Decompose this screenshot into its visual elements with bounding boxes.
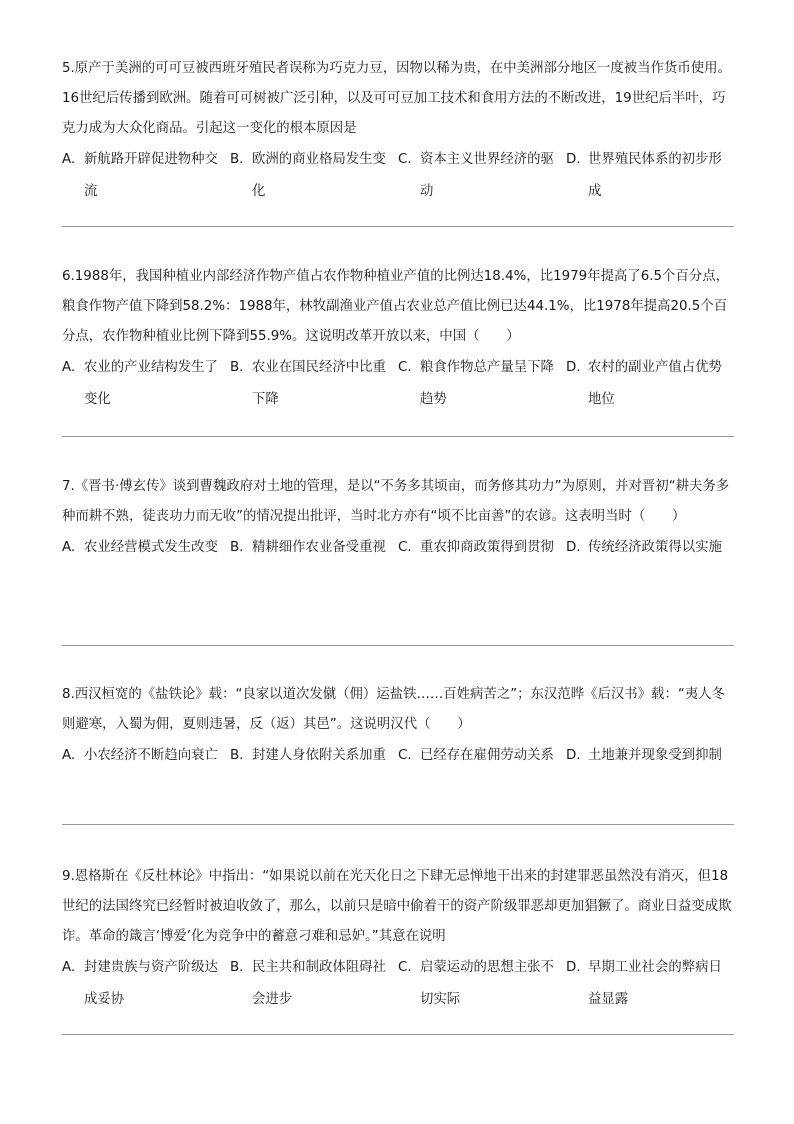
option-text: 农业在国民经济中比重下降 — [252, 360, 386, 407]
option-text: 土地兼并现象受到抑制 — [588, 748, 722, 763]
option-letter: B. — [230, 540, 244, 555]
option-letter: D. — [566, 540, 581, 555]
option-d[interactable] — [566, 352, 734, 416]
question-5 — [62, 54, 734, 208]
option-letter: A. — [62, 360, 76, 375]
option-d[interactable] — [566, 952, 734, 1016]
question-stem: 9.恩格斯在《反杜林论》中指出：“如果说以前在光天化日之下肆无忌惮地干出来的封建罪恶虽然没有消灭，但18世纪的法国终究已经暂时被迫收敛了，那么，以前只是暗中偷着干的资产阶级罪恶却更加猖獗了。商业日益变成欺诈。革命的箴言‘博爱’化为竞争中的蓄意刁难和忌妒。”其意在说明 — [62, 869, 732, 944]
option-a[interactable] — [62, 532, 230, 564]
option-text: 传统经济政策得以实施 — [588, 540, 722, 555]
option-letter: C. — [398, 960, 412, 975]
option-letter: D. — [566, 360, 581, 375]
option-text: 小农经济不断趋向衰亡 — [84, 748, 218, 763]
option-b[interactable] — [230, 532, 398, 564]
option-letter: A. — [62, 960, 76, 975]
option-text: 早期工业社会的弊病日益显露 — [588, 960, 722, 1007]
option-letter: B. — [230, 152, 244, 167]
option-text: 民主共和制政体阻碍社会进步 — [252, 960, 386, 1007]
option-text: 封建贵族与资产阶级达成妥协 — [84, 960, 218, 1007]
option-letter: D. — [566, 960, 581, 975]
option-text: 精耕细作农业备受重视 — [252, 540, 386, 555]
option-letter: D. — [566, 152, 581, 167]
option-b[interactable] — [230, 352, 398, 416]
options-row — [62, 952, 734, 1016]
option-b[interactable] — [230, 952, 398, 1016]
option-d[interactable] — [566, 532, 734, 564]
question-stem: 8.西汉桓宽的《盐铁论》载：“良家以道次发僦（佣）运盐铁……百姓病苦之”；东汉范晔《后汉书》载：“夷人冬则避寒，入蜀为佣，夏则违暑，反（返）其邑”。这说明汉代（ ） — [62, 687, 725, 732]
option-text: 资本主义世界经济的驱动 — [420, 152, 554, 199]
question-8 — [62, 680, 734, 772]
options-row — [62, 532, 734, 564]
option-text: 农业经营模式发生改变 — [84, 540, 218, 555]
option-c[interactable] — [398, 532, 566, 564]
option-text: 世界殖民体系的初步形成 — [588, 152, 722, 199]
option-c[interactable] — [398, 952, 566, 1016]
option-letter: A. — [62, 748, 76, 763]
question-7 — [62, 472, 734, 564]
divider — [62, 436, 734, 437]
divider — [62, 1034, 734, 1035]
option-letter: C. — [398, 360, 412, 375]
question-9 — [62, 862, 734, 1016]
option-text: 封建人身依附关系加重 — [252, 748, 386, 763]
option-text: 新航路开辟促进物种交流 — [84, 152, 218, 199]
option-a[interactable] — [62, 352, 230, 416]
divider — [62, 824, 734, 825]
options-row — [62, 352, 734, 416]
option-c[interactable] — [398, 740, 566, 772]
option-text: 农业的产业结构发生了变化 — [84, 360, 218, 407]
option-letter: C. — [398, 152, 412, 167]
option-d[interactable] — [566, 740, 734, 772]
option-c[interactable] — [398, 144, 566, 208]
option-text: 农村的副业产值占优势地位 — [588, 360, 722, 407]
option-letter: C. — [398, 748, 412, 763]
options-row — [62, 144, 734, 208]
option-text: 重农抑商政策得到贯彻 — [420, 540, 554, 555]
question-stem: 6.1988年，我国种植业内部经济作物产值占农作物种植业产值的比例达18.4%，比1979年提高了6.5个百分点，粮食作物产值下降到58.2%：1988年，林牧副渔业产值占农业总产值比例已达44.1%，比1978年提高20.5个百分点，农作物种植业比例下降到55.9%。这说明改革开放以来，中国（ ） — [62, 269, 729, 344]
option-a[interactable] — [62, 740, 230, 772]
options-row — [62, 740, 734, 772]
question-stem: 7.《晋书·傅玄传》谈到曹魏政府对土地的管理，是以“不务多其顷亩，而务修其功力”为原则，并对晋初“耕夫务多种而耕不熟，徒丧功力而无收”的情况提出批评，当时北方亦有“顷不比亩善”的农谚。这表明当时（ ） — [62, 479, 730, 524]
option-letter: B. — [230, 360, 244, 375]
option-letter: D. — [566, 748, 581, 763]
option-letter: B. — [230, 748, 244, 763]
option-a[interactable] — [62, 952, 230, 1016]
option-text: 启蒙运动的思想主张不切实际 — [420, 960, 554, 1007]
option-b[interactable] — [230, 740, 398, 772]
option-text: 已经存在雇佣劳动关系 — [420, 748, 554, 763]
option-b[interactable] — [230, 144, 398, 208]
option-text: 粮食作物总产量呈下降趋势 — [420, 360, 554, 407]
divider — [62, 645, 734, 646]
option-letter: A. — [62, 540, 76, 555]
divider — [62, 226, 734, 227]
option-d[interactable] — [566, 144, 734, 208]
option-a[interactable] — [62, 144, 230, 208]
option-letter: A. — [62, 152, 76, 167]
option-c[interactable] — [398, 352, 566, 416]
question-6 — [62, 262, 734, 416]
option-letter: B. — [230, 960, 244, 975]
question-stem: 5.原产于美洲的可可豆被西班牙殖民者误称为巧克力豆，因物以稀为贵，在中美洲部分地区一度被当作货币使用。16世纪后传播到欧洲。随着可可树被广泛引种，以及可可豆加工技术和食用方法的不断改进，19世纪后半叶，巧克力成为大众化商品。引起这一变化的根本原因是 — [62, 61, 731, 136]
option-text: 欧洲的商业格局发生变化 — [252, 152, 386, 199]
option-letter: C. — [398, 540, 412, 555]
